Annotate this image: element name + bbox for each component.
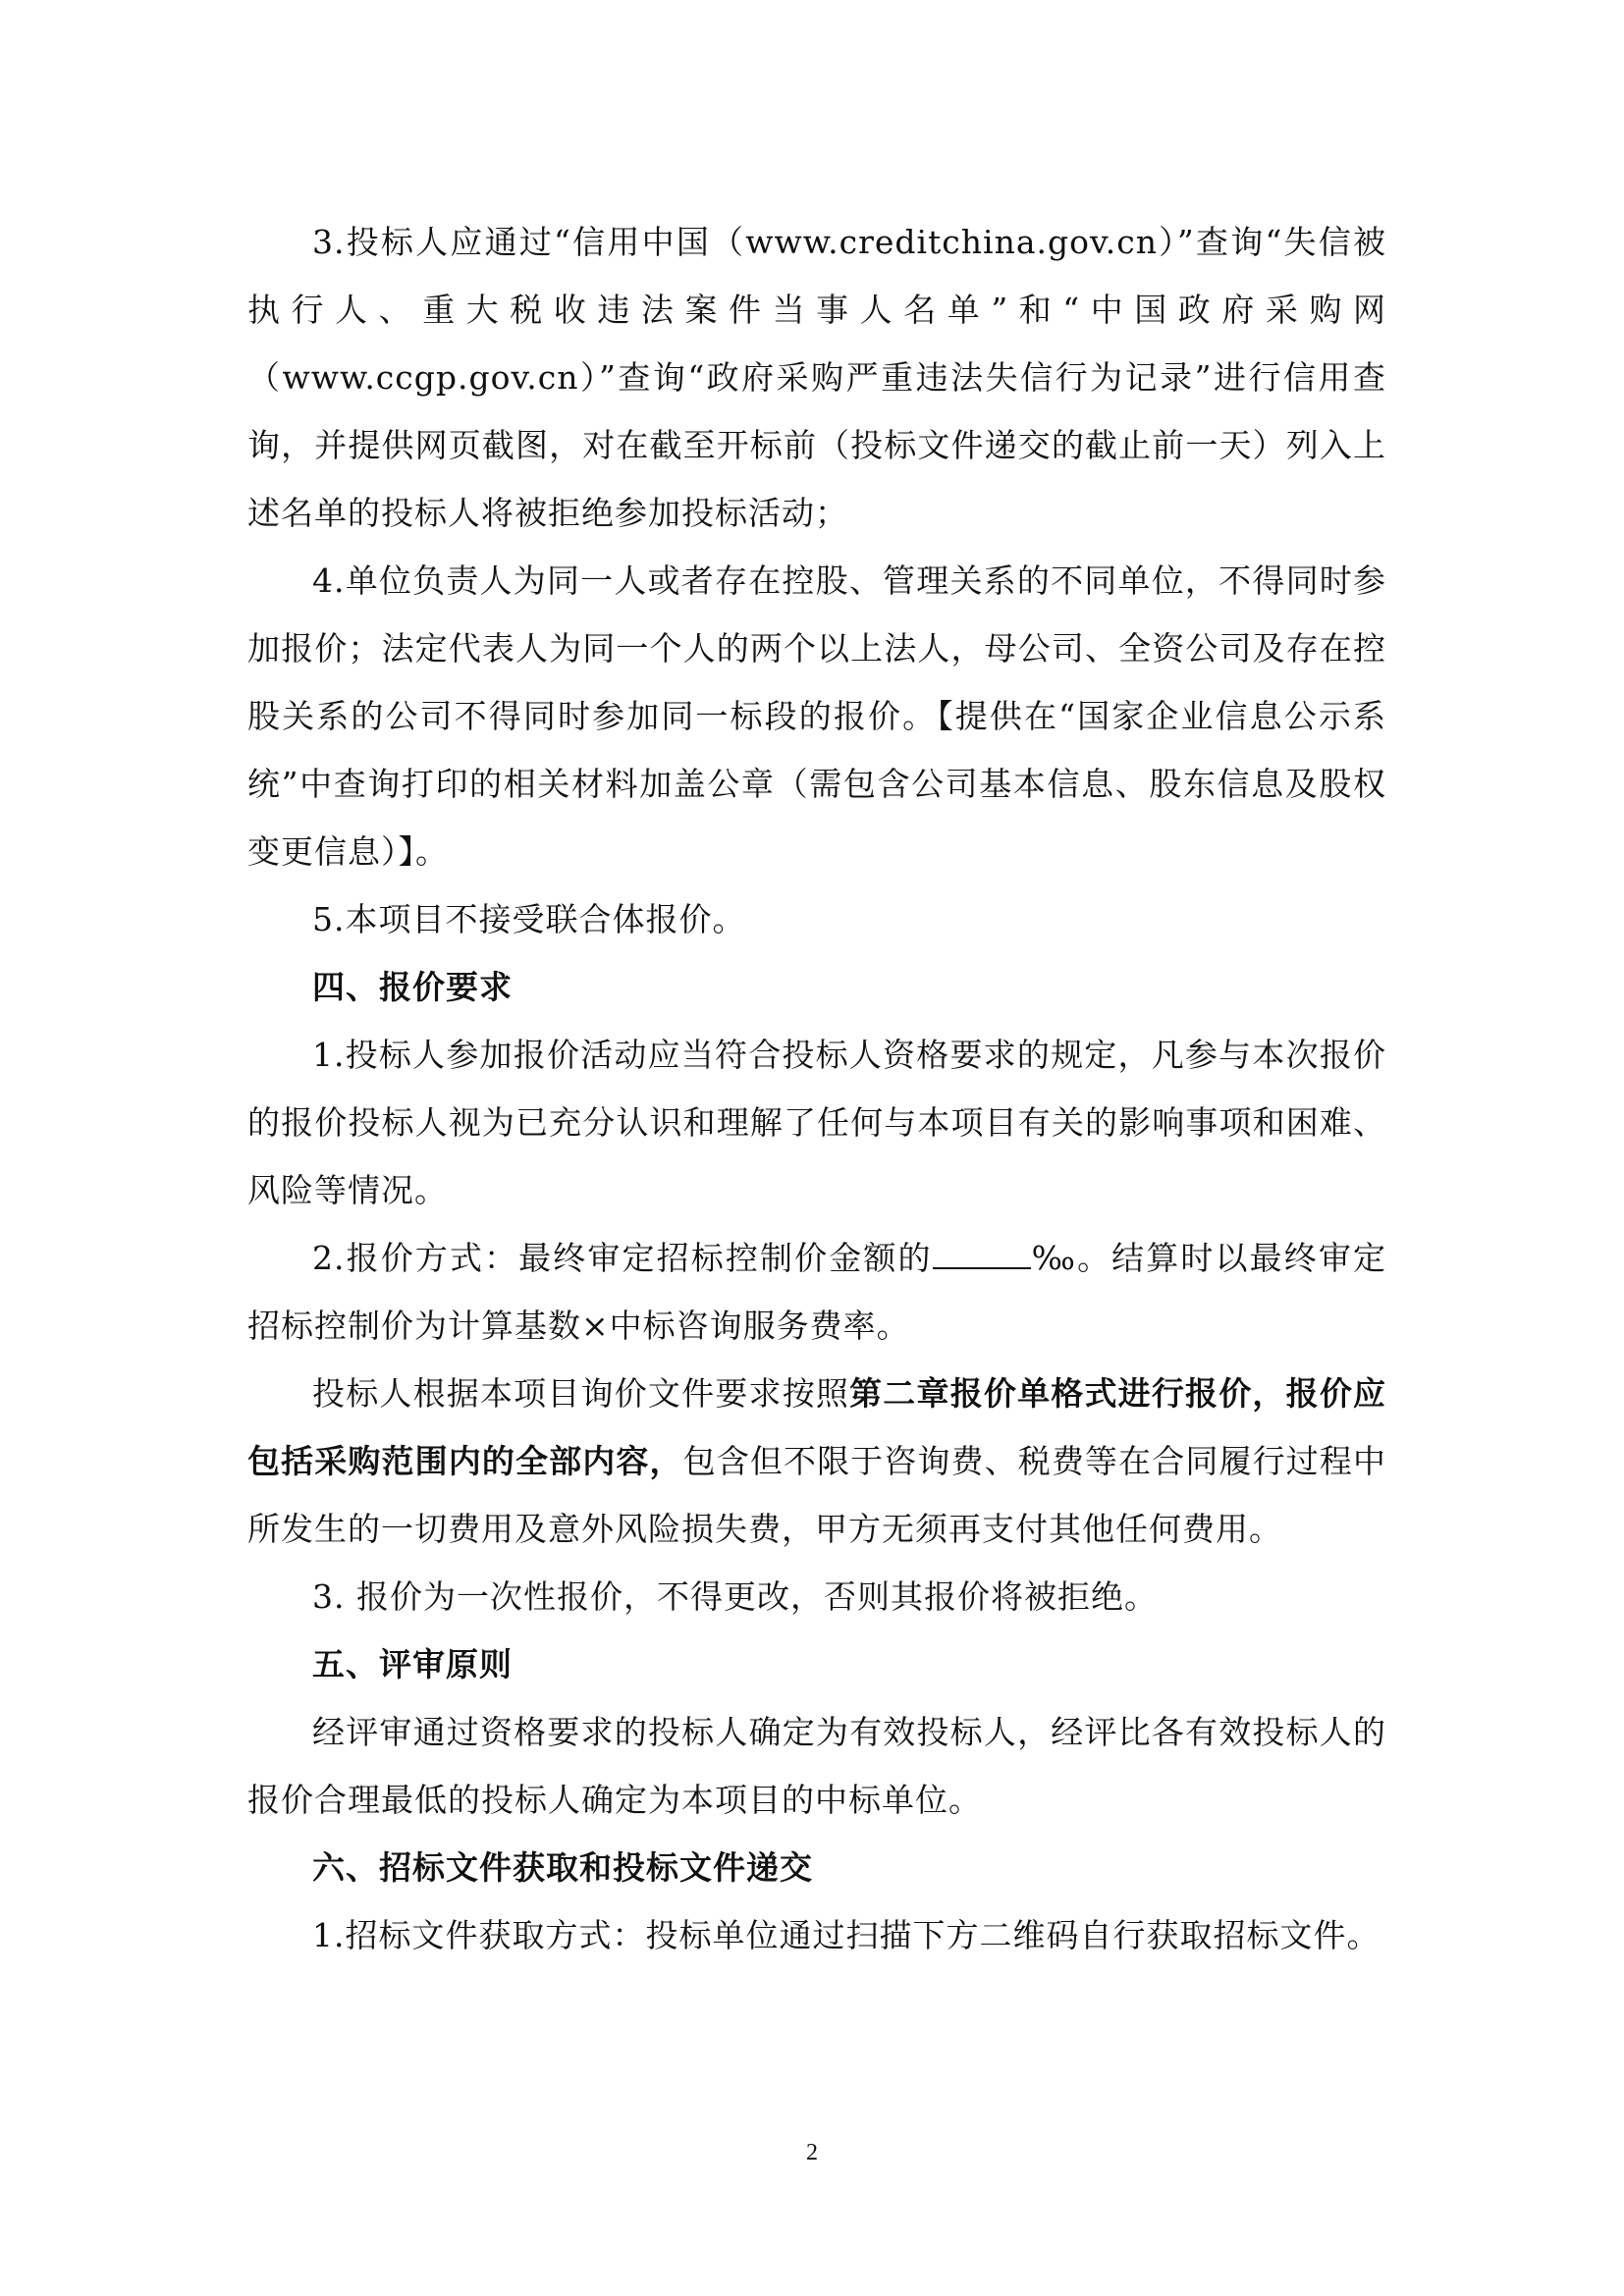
heading-document-acquisition: 六、招标文件获取和投标文件递交 [312,1848,813,1887]
paragraph-quotation-scope [247,1360,1386,1563]
quotation-scope-suffix: 包含但不限于咨询费、税费等在合同履行过程中所发生的一切费用及意外风险损失费，甲方无须再支付其他任何费用。 [247,1442,1387,1548]
quotation-method-suffix: ‰。结算时以最终审定招标控制价为计算基数×中标咨询服务费率。 [247,1239,1386,1345]
quotation-scope-prefix: 投标人根据本项目询价文件要求按照 [312,1374,850,1413]
paragraph-acquisition-method: 1.招标文件获取方式：投标单位通过扫描下方二维码自行获取招标文件。 [312,1916,1380,1954]
heading-quotation-requirements: 四、报价要求 [312,968,513,1006]
heading-evaluation-principle: 五、评审原则 [312,1645,513,1683]
page-content [247,208,1386,1969]
rate-blank-line [933,1238,1031,1269]
paragraph-evaluation: 经评审通过资格要求的投标人确定为有效投标人，经评比各有效投标人的报价合理最低的投标人确定为本项目的中标单位。 [247,1713,1386,1819]
paragraph-related-units: 4.单位负责人为同一人或者存在控股、管理关系的不同单位，不得同时参加报价；法定代表人为同一个人的两个以上法人，母公司、全资公司及存在控股关系的公司不得同时参加同一标段的报价。【提供在“国家企业信息公示系统”中查询打印的相关材料加盖公章（需包含公司基本信息、股东信息及股权变更信息）】。 [247,561,1386,871]
quotation-scope-bold: 第二章报价单格式进行报价，报价应包括采购范围内的全部内容， [247,1374,1387,1480]
paragraph-quotation-method [247,1224,1386,1360]
quotation-method-prefix: 2.报价方式：最终审定招标控制价金额的 [312,1239,933,1277]
paragraph-one-time-quotation: 3. 报价为一次性报价，不得更改，否则其报价将被拒绝。 [312,1577,1158,1616]
page-number: 2 [806,2140,818,2165]
paragraph-quotation-qualification: 1.投标人参加报价活动应当符合投标人资格要求的规定，凡参与本次报价的报价投标人视为已充分认识和理解了任何与本项目有关的影响事项和困难、风险等情况。 [247,1036,1386,1209]
paragraph-no-consortium: 5.本项目不接受联合体报价。 [312,900,746,938]
paragraph-credit-check: 3.投标人应通过“信用中国（www.creditchina.gov.cn）”查询“失信被执行人、重大税收违法案件当事人名单”和“中国政府采购网（www.ccgp.gov.cn）”查询“政府采购严重违法失信行为记录”进行信用查询，并提供网页截图，对在截至开标前（投标文件递交的截止前一天）列入上述名单的投标人将被拒绝参加投标活动； [247,223,1386,532]
